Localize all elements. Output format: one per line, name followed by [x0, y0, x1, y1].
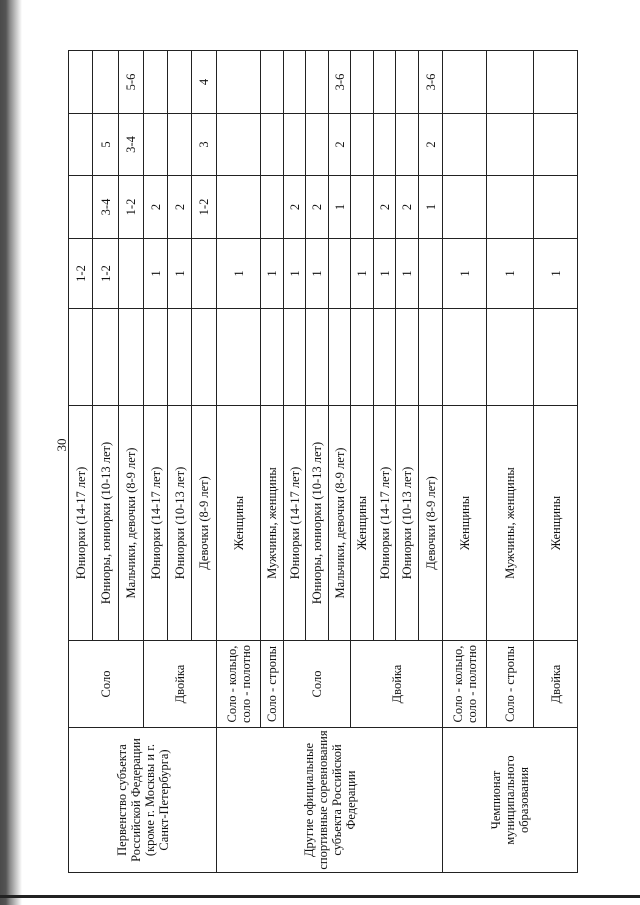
rank-cell: 4 [192, 51, 217, 114]
rank-cell [168, 51, 192, 114]
age-group-cell: Женщины [534, 406, 578, 641]
rank-cell: 2 [419, 114, 443, 176]
rank-cell [534, 309, 578, 406]
rank-cell: 1-2 [69, 239, 93, 309]
program-cell: Соло - кольцо, соло - полотно [443, 641, 487, 728]
rank-cell [374, 309, 396, 406]
rank-cell [217, 176, 261, 239]
rank-cell [396, 51, 419, 114]
table-row [443, 51, 487, 873]
age-group-cell: Мужчины, женщины [487, 406, 534, 641]
table-row [69, 51, 93, 873]
program-cell: Двойка [144, 641, 217, 728]
rank-cell: 1 [168, 239, 192, 309]
rank-cell [192, 239, 217, 309]
rank-cell [419, 239, 443, 309]
rank-cell: 5 [93, 114, 119, 176]
rank-cell: 1 [396, 239, 419, 309]
rank-cell: 3-4 [119, 114, 144, 176]
rank-cell: 1 [306, 239, 329, 309]
age-group-cell: Мужчины, женщины [261, 406, 284, 641]
rank-cell: 2 [329, 114, 351, 176]
program-cell: Соло - стропы [261, 641, 284, 728]
rank-cell [261, 309, 284, 406]
rank-cell: 2 [144, 176, 168, 239]
rank-cell [69, 309, 93, 406]
rank-cell [168, 114, 192, 176]
rank-cell [306, 309, 329, 406]
rank-cell: 3-6 [329, 51, 351, 114]
rank-cell [534, 51, 578, 114]
rank-cell [284, 114, 306, 176]
rank-cell [443, 176, 487, 239]
age-group-cell: Юниорки (10-13 лет) [168, 406, 192, 641]
rank-cell [374, 114, 396, 176]
rank-cell [443, 51, 487, 114]
rank-cell [261, 114, 284, 176]
rank-cell: 1 [144, 239, 168, 309]
table-frame [68, 51, 563, 873]
program-cell: Двойка [351, 641, 443, 728]
rank-cell [487, 114, 534, 176]
rank-cell: 3-4 [93, 176, 119, 239]
rank-cell: 1 [217, 239, 261, 309]
rank-cell: 1 [374, 239, 396, 309]
age-group-cell: Мальчики, девочки (8-9 лет) [329, 406, 351, 641]
rank-cell: 1 [329, 176, 351, 239]
rank-cell [306, 51, 329, 114]
rank-cell [144, 114, 168, 176]
table-row [217, 51, 261, 873]
competition-name-cell: Первенство субъекта Российской Федерации (кроме г. Москвы и г. Санкт-Петербурга) [69, 728, 217, 873]
program-cell: Соло - кольцо, соло - полотно [217, 641, 261, 728]
age-group-cell: Юниорки (14-17 лет) [69, 406, 93, 641]
age-group-cell: Девочки (8-9 лет) [419, 406, 443, 641]
rank-cell [443, 114, 487, 176]
page-number: 30 [54, 438, 69, 452]
competition-name-cell: Другие официальные спортивные соревнования субъекта Российской Федерации [217, 728, 443, 873]
competition-rank-table [68, 50, 578, 873]
rank-cell [69, 114, 93, 176]
rank-cell: 1-2 [119, 176, 144, 239]
rank-cell [351, 114, 374, 176]
rank-cell [261, 51, 284, 114]
rank-cell: 1 [351, 239, 374, 309]
rank-cell [217, 309, 261, 406]
rank-cell: 3 [192, 114, 217, 176]
rank-cell [93, 51, 119, 114]
rank-cell [217, 114, 261, 176]
age-group-cell: Женщины [351, 406, 374, 641]
rank-cell: 2 [168, 176, 192, 239]
rank-cell [69, 176, 93, 239]
rank-cell [284, 51, 306, 114]
rank-cell [534, 114, 578, 176]
rank-cell: 3-6 [419, 51, 443, 114]
age-group-cell: Юниорки (10-13 лет) [396, 406, 419, 641]
rank-cell [351, 51, 374, 114]
rank-cell [261, 176, 284, 239]
age-group-cell: Женщины [443, 406, 487, 641]
rank-cell [396, 114, 419, 176]
rank-cell: 2 [374, 176, 396, 239]
rank-cell [487, 309, 534, 406]
rank-cell: 2 [284, 176, 306, 239]
program-cell: Двойка [534, 641, 578, 728]
rank-cell [351, 176, 374, 239]
rank-cell: 2 [396, 176, 419, 239]
rank-cell [217, 51, 261, 114]
age-group-cell: Девочки (8-9 лет) [192, 406, 217, 641]
rank-cell [374, 51, 396, 114]
rank-cell [487, 176, 534, 239]
rank-cell: 1 [487, 239, 534, 309]
rank-cell: 1 [261, 239, 284, 309]
rank-cell: 1 [284, 239, 306, 309]
rank-cell [419, 309, 443, 406]
rank-cell [144, 51, 168, 114]
rank-cell [192, 309, 217, 406]
age-group-cell: Женщины [217, 406, 261, 641]
scan-bottom-line [0, 895, 640, 898]
rank-cell [119, 239, 144, 309]
rank-cell [443, 309, 487, 406]
program-cell: Соло [69, 641, 144, 728]
rank-cell [329, 239, 351, 309]
rank-cell [168, 309, 192, 406]
rank-cell [306, 114, 329, 176]
rank-cell [351, 309, 374, 406]
scan-edge-shadow [0, 0, 22, 905]
age-group-cell: Юниорки (14-17 лет) [374, 406, 396, 641]
rank-cell: 5-6 [119, 51, 144, 114]
age-group-cell: Юниоры, юниорки (10-13 лет) [306, 406, 329, 641]
rank-cell [329, 309, 351, 406]
age-group-cell: Юниоры, юниорки (10-13 лет) [93, 406, 119, 641]
age-group-cell: Мальчики, девочки (8-9 лет) [119, 406, 144, 641]
rank-cell [487, 51, 534, 114]
rank-cell: 2 [306, 176, 329, 239]
rank-cell: 1 [534, 239, 578, 309]
rank-cell [284, 309, 306, 406]
rank-cell [119, 309, 144, 406]
rotated-table-container [68, 51, 563, 873]
age-group-cell: Юниорки (14-17 лет) [144, 406, 168, 641]
rank-cell: 1 [419, 176, 443, 239]
competition-name-cell: Чемпионат муниципального образования [443, 728, 578, 873]
rank-cell: 1-2 [192, 176, 217, 239]
rank-cell [69, 51, 93, 114]
rank-cell: 1-2 [93, 239, 119, 309]
rank-cell [93, 309, 119, 406]
rank-cell [534, 176, 578, 239]
rank-cell [396, 309, 419, 406]
age-group-cell: Юниорки (14-17 лет) [284, 406, 306, 641]
rank-cell: 1 [443, 239, 487, 309]
program-cell: Соло [284, 641, 351, 728]
program-cell: Соло - стропы [487, 641, 534, 728]
rank-cell [144, 309, 168, 406]
